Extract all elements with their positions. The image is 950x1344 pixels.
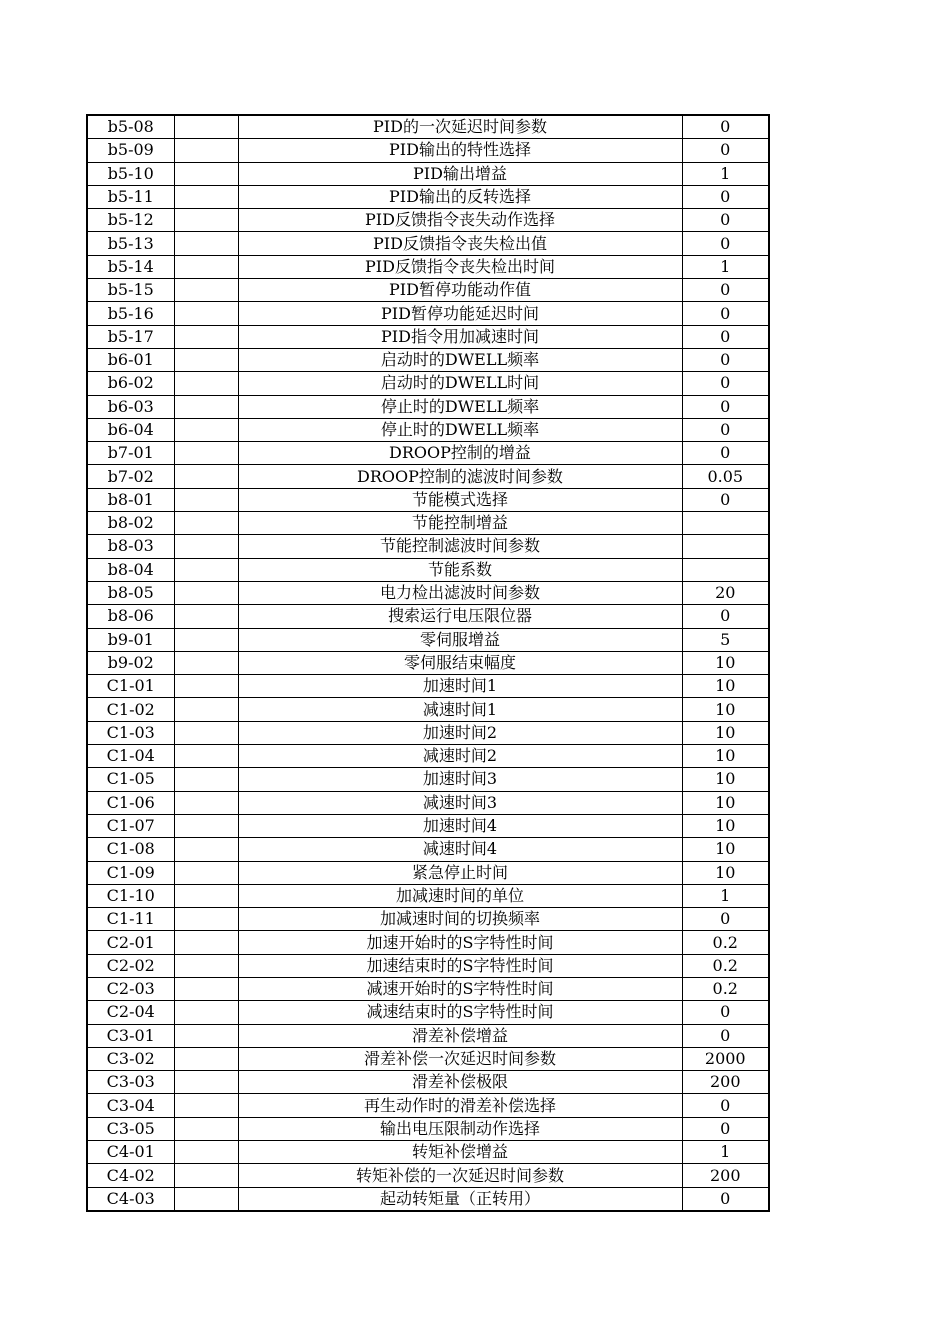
table-row [87,395,769,418]
blank-cell [174,977,238,1000]
table-row [87,651,769,674]
blank-cell [174,512,238,535]
blank-cell [174,1164,238,1187]
table-row [87,605,769,628]
table-row [87,488,769,511]
param-code-cell: C1-02 [87,698,174,721]
table-row [87,1071,769,1094]
param-code-cell: C2-04 [87,1001,174,1024]
param-code-cell: b8-06 [87,605,174,628]
param-name-cell: 减速时间4 [238,838,682,861]
param-value-cell: 2000 [682,1047,769,1070]
param-code-cell: b5-11 [87,185,174,208]
table-row [87,581,769,604]
param-code-cell: b5-17 [87,325,174,348]
param-name-cell: 转矩补偿增益 [238,1141,682,1164]
table-row [87,512,769,535]
param-name-cell: PID输出的特性选择 [238,139,682,162]
param-name-cell: 停止时的DWELL频率 [238,395,682,418]
param-value-cell [682,512,769,535]
param-name-cell: 加速时间1 [238,675,682,698]
table-row [87,325,769,348]
param-value-cell: 0 [682,395,769,418]
param-code-cell: C3-05 [87,1117,174,1140]
parameter-table-body [87,115,769,1211]
param-code-cell: b5-16 [87,302,174,325]
table-row [87,558,769,581]
table-row [87,232,769,255]
blank-cell [174,162,238,185]
blank-cell [174,348,238,371]
param-code-cell: C4-02 [87,1164,174,1187]
table-row [87,931,769,954]
param-name-cell: DROOP控制的增益 [238,442,682,465]
param-code-cell: C1-07 [87,814,174,837]
param-code-cell: b5-13 [87,232,174,255]
blank-cell [174,1047,238,1070]
blank-cell [174,768,238,791]
param-code-cell: b8-01 [87,488,174,511]
blank-cell [174,1187,238,1211]
param-code-cell: C2-02 [87,954,174,977]
table-row [87,1001,769,1024]
param-name-cell: 加减速时间的单位 [238,884,682,907]
param-value-cell: 0 [682,232,769,255]
blank-cell [174,884,238,907]
blank-cell [174,535,238,558]
blank-cell [174,1024,238,1047]
table-row [87,884,769,907]
table-row [87,861,769,884]
param-value-cell: 0 [682,1094,769,1117]
param-value-cell: 10 [682,768,769,791]
blank-cell [174,209,238,232]
param-code-cell: b9-01 [87,628,174,651]
table-row [87,1187,769,1211]
param-value-cell: 1 [682,162,769,185]
blank-cell [174,255,238,278]
param-value-cell: 0 [682,1024,769,1047]
table-row [87,628,769,651]
table-row [87,255,769,278]
param-name-cell: 滑差补偿增益 [238,1024,682,1047]
param-code-cell: C3-02 [87,1047,174,1070]
blank-cell [174,838,238,861]
table-row [87,442,769,465]
param-name-cell: 电力检出滤波时间参数 [238,581,682,604]
blank-cell [174,1141,238,1164]
param-value-cell: 0 [682,139,769,162]
param-name-cell: 启动时的DWELL时间 [238,372,682,395]
param-name-cell: 加速时间4 [238,814,682,837]
param-value-cell: 1 [682,1141,769,1164]
table-row [87,465,769,488]
blank-cell [174,954,238,977]
param-value-cell: 0 [682,348,769,371]
param-value-cell: 0 [682,1187,769,1211]
param-value-cell: 0 [682,418,769,441]
blank-cell [174,185,238,208]
param-value-cell: 10 [682,791,769,814]
param-code-cell: C1-09 [87,861,174,884]
blank-cell [174,908,238,931]
blank-cell [174,418,238,441]
blank-cell [174,861,238,884]
param-value-cell: 20 [682,581,769,604]
blank-cell [174,465,238,488]
param-name-cell: PID的一次延迟时间参数 [238,115,682,139]
param-name-cell: 加速时间3 [238,768,682,791]
param-code-cell: C4-01 [87,1141,174,1164]
param-name-cell: 零伺服结束幅度 [238,651,682,674]
table-row [87,977,769,1000]
table-row [87,418,769,441]
param-name-cell: 节能控制滤波时间参数 [238,535,682,558]
param-value-cell [682,535,769,558]
param-code-cell: b5-14 [87,255,174,278]
table-row [87,115,769,139]
table-row [87,535,769,558]
table-row [87,1141,769,1164]
table-row [87,139,769,162]
param-value-cell: 0 [682,209,769,232]
param-value-cell: 0.2 [682,931,769,954]
blank-cell [174,115,238,139]
blank-cell [174,1071,238,1094]
param-name-cell: 减速时间1 [238,698,682,721]
param-code-cell: C1-03 [87,721,174,744]
blank-cell [174,139,238,162]
param-name-cell: PID反馈指令丧失检出时间 [238,255,682,278]
param-value-cell: 10 [682,861,769,884]
table-row [87,745,769,768]
param-name-cell: 起动转矩量（正转用） [238,1187,682,1211]
param-name-cell: 转矩补偿的一次延迟时间参数 [238,1164,682,1187]
param-value-cell: 10 [682,814,769,837]
blank-cell [174,1001,238,1024]
param-name-cell: 滑差补偿极限 [238,1071,682,1094]
param-code-cell: b7-01 [87,442,174,465]
blank-cell [174,372,238,395]
param-name-cell: 节能模式选择 [238,488,682,511]
blank-cell [174,931,238,954]
param-code-cell: C1-06 [87,791,174,814]
param-code-cell: C2-03 [87,977,174,1000]
param-value-cell: 10 [682,698,769,721]
blank-cell [174,651,238,674]
blank-cell [174,675,238,698]
blank-cell [174,1094,238,1117]
param-code-cell: b7-02 [87,465,174,488]
param-name-cell: DROOP控制的滤波时间参数 [238,465,682,488]
blank-cell [174,814,238,837]
param-code-cell: b6-04 [87,418,174,441]
param-code-cell: b8-03 [87,535,174,558]
param-value-cell: 0 [682,372,769,395]
param-code-cell: b5-10 [87,162,174,185]
param-name-cell: 减速结束时的S字特性时间 [238,1001,682,1024]
blank-cell [174,791,238,814]
param-value-cell: 0 [682,185,769,208]
param-value-cell: 0 [682,908,769,931]
param-value-cell [682,558,769,581]
param-name-cell: PID指令用加减速时间 [238,325,682,348]
param-name-cell: 节能控制增益 [238,512,682,535]
param-value-cell: 0 [682,1117,769,1140]
param-value-cell: 10 [682,721,769,744]
param-name-cell: 减速时间3 [238,791,682,814]
table-row [87,1024,769,1047]
table-row [87,1094,769,1117]
param-code-cell: b9-02 [87,651,174,674]
param-code-cell: b5-15 [87,279,174,302]
table-row [87,348,769,371]
param-name-cell: PID暂停功能动作值 [238,279,682,302]
table-row [87,838,769,861]
param-value-cell: 200 [682,1164,769,1187]
param-name-cell: 再生动作时的滑差补偿选择 [238,1094,682,1117]
param-name-cell: 减速时间2 [238,745,682,768]
blank-cell [174,628,238,651]
param-name-cell: 减速开始时的S字特性时间 [238,977,682,1000]
param-value-cell: 0 [682,302,769,325]
blank-cell [174,558,238,581]
param-name-cell: 加速结束时的S字特性时间 [238,954,682,977]
param-name-cell: 加速时间2 [238,721,682,744]
param-value-cell: 0 [682,488,769,511]
table-row [87,908,769,931]
param-code-cell: C1-11 [87,908,174,931]
blank-cell [174,279,238,302]
param-code-cell: C3-01 [87,1024,174,1047]
param-code-cell: b6-01 [87,348,174,371]
param-name-cell: PID反馈指令丧失动作选择 [238,209,682,232]
table-row [87,302,769,325]
table-row [87,1164,769,1187]
table-row [87,185,769,208]
blank-cell [174,302,238,325]
table-row [87,768,769,791]
table-row [87,372,769,395]
table-row [87,1117,769,1140]
table-row [87,209,769,232]
param-name-cell: 滑差补偿一次延迟时间参数 [238,1047,682,1070]
param-code-cell: b5-08 [87,115,174,139]
param-code-cell: b6-03 [87,395,174,418]
param-value-cell: 0.2 [682,954,769,977]
param-value-cell: 0 [682,115,769,139]
param-value-cell: 10 [682,675,769,698]
param-value-cell: 0 [682,279,769,302]
blank-cell [174,721,238,744]
table-row [87,162,769,185]
param-value-cell: 0 [682,605,769,628]
param-code-cell: b8-02 [87,512,174,535]
param-name-cell: PID输出增益 [238,162,682,185]
param-name-cell: 节能系数 [238,558,682,581]
param-value-cell: 200 [682,1071,769,1094]
blank-cell [174,745,238,768]
table-row [87,721,769,744]
param-code-cell: b5-09 [87,139,174,162]
param-code-cell: C1-05 [87,768,174,791]
table-row [87,791,769,814]
parameter-table [86,114,770,1212]
blank-cell [174,325,238,348]
param-value-cell: 1 [682,255,769,278]
table-row [87,1047,769,1070]
blank-cell [174,698,238,721]
param-code-cell: b6-02 [87,372,174,395]
param-name-cell: 加速开始时的S字特性时间 [238,931,682,954]
param-code-cell: C1-01 [87,675,174,698]
param-value-cell: 0 [682,442,769,465]
blank-cell [174,488,238,511]
table-row [87,954,769,977]
blank-cell [174,1117,238,1140]
param-value-cell: 10 [682,745,769,768]
param-name-cell: PID输出的反转选择 [238,185,682,208]
blank-cell [174,605,238,628]
param-name-cell: 停止时的DWELL频率 [238,418,682,441]
table-row [87,279,769,302]
param-code-cell: b8-04 [87,558,174,581]
param-name-cell: PID反馈指令丧失检出值 [238,232,682,255]
table-row [87,675,769,698]
param-name-cell: 加减速时间的切换频率 [238,908,682,931]
blank-cell [174,442,238,465]
param-value-cell: 0.2 [682,977,769,1000]
param-name-cell: 启动时的DWELL频率 [238,348,682,371]
param-value-cell: 0 [682,1001,769,1024]
table-row [87,698,769,721]
param-code-cell: C1-04 [87,745,174,768]
param-value-cell: 10 [682,651,769,674]
param-name-cell: PID暂停功能延迟时间 [238,302,682,325]
param-name-cell: 零伺服增益 [238,628,682,651]
param-code-cell: b8-05 [87,581,174,604]
param-value-cell: 10 [682,838,769,861]
param-code-cell: C1-10 [87,884,174,907]
param-code-cell: C3-04 [87,1094,174,1117]
param-value-cell: 5 [682,628,769,651]
blank-cell [174,395,238,418]
param-code-cell: C4-03 [87,1187,174,1211]
param-name-cell: 输出电压限制动作选择 [238,1117,682,1140]
blank-cell [174,232,238,255]
blank-cell [174,581,238,604]
param-value-cell: 0 [682,325,769,348]
param-value-cell: 1 [682,884,769,907]
param-name-cell: 搜索运行电压限位器 [238,605,682,628]
param-code-cell: C1-08 [87,838,174,861]
param-code-cell: C3-03 [87,1071,174,1094]
param-code-cell: b5-12 [87,209,174,232]
param-code-cell: C2-01 [87,931,174,954]
table-row [87,814,769,837]
param-value-cell: 0.05 [682,465,769,488]
param-name-cell: 紧急停止时间 [238,861,682,884]
